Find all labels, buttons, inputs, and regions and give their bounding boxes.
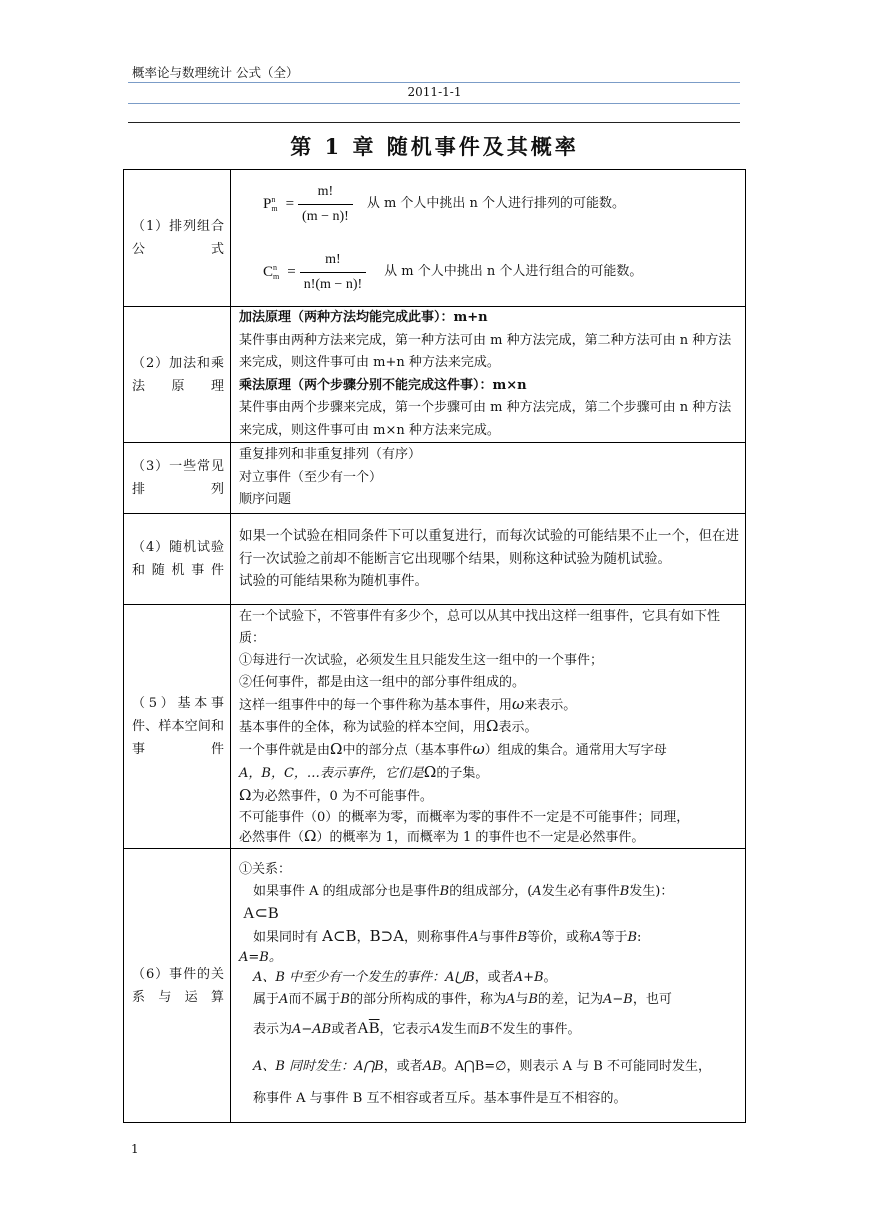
text-fragment: A，B，C，…表示事件，它们是 [239,765,424,781]
text-fragment: ，也可 [632,992,672,1007]
text-fragment: ，则称事件 [404,930,470,945]
random-experiment-definition: 如果一个试验在相同条件下可以重复进行，而每次试验的可能结果不止一个，但在进行一次试验之前却不能断言它出现哪个结果，则称这种试验为随机试验。 [239,528,739,567]
event-b: B [528,992,538,1007]
text-fragment: 发生)： [629,884,674,899]
text-fragment: 发生而 [440,1022,480,1037]
text-line: ①关系： [239,862,292,877]
text-fragment: 与事件 [478,930,518,945]
union-expression: A⋃B [445,970,475,985]
text-fragment: 表示为 [253,1022,293,1037]
text-line: 在一个试验下，不管事件有多少个，总可以从其中找出这样一组事件，它具有如下性质： [239,609,721,647]
omega-symbol: ω [472,740,485,759]
a-bar-b-b: $\overline{B}$ [368,1020,380,1037]
text-line [239,694,739,717]
header-rule-bottom [128,103,740,104]
subset-relation: A⊂B [322,927,357,945]
table-row [124,849,746,1123]
perm-description: 从 m 个人中挑出 n 个人进行排列的可能数。 [366,195,626,211]
row-content [231,514,746,605]
comb-description: 从 m 个人中挑出 n 个人进行组合的可能数。 [384,263,643,279]
text-line: ②任何事件，都是由这一组中的部分事件组成的。 [239,674,526,690]
formula-table [123,169,746,1123]
text-line [239,1011,739,1048]
table-row [124,514,746,605]
difference-expression: A−AB [292,1022,332,1037]
multiplication-principle-title: 乘法原理（两个步骤分别不能完成这件事）：m×n [239,377,527,393]
product-expression: AB [422,1059,442,1074]
text-fragment: 如果事件 A 的组成部分也是事件 [253,884,440,899]
comb-sup: n [273,263,278,272]
text-line [239,903,739,925]
random-event-definition: 试验的可能结果称为随机事件。 [239,573,428,590]
sample-space-symbol: Ω [304,826,317,845]
row-label: （2）加法和乘法原理 [124,307,231,443]
text-fragment: 或者 [331,1022,358,1037]
subset-relation: A⊂B [243,905,279,922]
text-fragment: 不发生的事件。 [489,1022,581,1037]
text-fragment: 等于 [601,930,628,945]
event-b: B [619,884,630,899]
text-fragment: 表示。 [498,720,538,736]
text-line [239,762,739,785]
multiplication-principle-text: 某件事由两个步骤来完成，第一个步骤可由 m 种方法完成，第二个步骤可由 n 种方法来完成，则这件事可由 m×n 种方法来完成。 [239,400,732,438]
event-b: B [479,1022,490,1037]
page-number: 1 [131,1142,139,1156]
list-item: 顺序问题 [239,492,292,508]
text-line [239,739,739,762]
sample-space-symbol: Ω [330,740,343,759]
omega-symbol: ω [512,694,525,713]
text-fragment: 属于 [253,992,280,1007]
perm-equals: = [285,195,295,212]
comb-sub: m [273,272,280,281]
text-fragment: 必然事件（ [239,829,305,845]
superset-relation: B⊃A [369,927,405,945]
difference-expression: A−B [602,992,633,1007]
text-fragment: ，它表示 [379,1022,432,1037]
addition-principle-title: 加法原理（两种方法均能完成此事）：m+n [239,310,488,325]
table-row [124,307,746,443]
sample-space-symbol: Ω [423,762,437,781]
perm-numerator: m! [298,180,353,205]
table-row [124,605,746,849]
text-line [239,827,739,847]
text-line: 不可能事件（0）的概率为零，而概率为零的事件不一定是不可能事件；同理， [239,809,690,825]
comb-fraction [300,248,366,297]
perm-sup: n [271,195,276,204]
text-line [239,785,739,808]
text-fragment: 中的部分点（基本事件 [342,743,473,759]
text-line: 称事件 A 与事件 B 互不相容或者互斥。基本事件是互不相容的。 [253,1091,627,1106]
header-rule-top [128,82,740,83]
chapter-title: 第 1 章 随机事件及其概率 [290,134,579,159]
text-fragment: 为必然事件，0 为不可能事件。 [251,788,433,804]
header-date: 2011-1-1 [407,85,462,99]
text-fragment: 一个事件就是由 [239,743,331,759]
text-fragment: 这样一组事件中的每一个事件称为基本事件，用 [239,697,513,713]
text-line [239,1048,739,1086]
row-content [231,443,746,514]
table-row [124,443,746,514]
text-line [239,967,739,989]
row-label: （4）随机试验和随机事件 [124,514,231,605]
event-b: B [627,930,638,945]
event-a: A [279,992,289,1007]
comb-equals: = [287,263,296,280]
event-a: A [532,884,542,899]
text-fragment: ，或者 [383,1059,423,1074]
text-line [239,989,739,1011]
event-b: B [517,930,528,945]
text-fragment: ）组成的集合。通常用大写字母 [484,743,667,759]
intersection-expression: A⋂B [354,1059,384,1074]
text-fragment: 发生必有事件 [541,884,620,899]
document-header-title: 概率论与数理统计 公式（全） [132,65,299,80]
perm-symbol: P [263,195,272,212]
text-line: A=B。 [239,950,282,965]
row-label: （5）基本事件、样本空间和事件 [124,605,231,849]
text-fragment: 与 [515,992,529,1007]
text-fragment: 。 [441,1059,455,1074]
event-a: A [506,992,516,1007]
text-fragment: A、B 同时发生： [253,1059,355,1074]
comb-symbol: C [263,263,274,280]
event-a: A [431,1022,441,1037]
text-line [239,716,739,739]
text-fragment: ）的概率为 1，而概率为 1 的事件也不一定是必然事件。 [316,829,645,845]
list-item: 对立事件（至少有一个） [239,469,383,485]
comb-numerator: m! [300,248,366,273]
text-line: 如果同时有 A⊂B，B⊃A，则称事件A与事件B等价，或称A等于B: [253,927,642,945]
row-content [231,170,746,307]
text-fragment: 等价，或称 [527,930,593,945]
text-fragment: 的部分所构成的事件，称为 [349,992,506,1007]
sample-space-symbol: Ω [239,785,252,804]
text-fragment: 的组成部分，( [449,884,533,899]
row-content [231,307,746,443]
row-label: （6）事件的关系与运算 [124,849,231,1123]
perm-fraction [298,180,353,229]
event-b: B [340,992,350,1007]
list-item: 重复排列和非重复排列（有序） [239,447,422,463]
row-content [231,849,746,1123]
text-fragment: A⋂B=∅，则表示 A 与 B 不可能同时发生， [454,1059,711,1074]
event-a: A [592,930,602,945]
event-b: B [439,884,450,899]
a-bar-b-expression [357,1020,379,1037]
perm-sub: m [271,204,278,213]
table-row [124,170,746,307]
text-line [239,881,739,903]
text-line: ①每进行一次试验，必须发生且只能发生这一组中的一个事件； [239,653,604,668]
a-bar-b-a: A [357,1020,369,1037]
row-content [231,605,746,849]
combination-formula [239,238,739,306]
text-fragment: ，或者 [474,970,514,985]
text-fragment: A、B 中至少有一个发生的事件： [253,970,446,985]
text-fragment: 。 [543,970,557,985]
permutation-formula [239,170,739,238]
text-fragment: 的差，记为 [537,992,603,1007]
row-label: （3）一些常见排列 [124,443,231,514]
text-fragment: 基本事件的全体，称为试验的样本空间，用 [239,720,487,736]
text-fragment: 的子集。 [436,765,489,781]
text-fragment: 来表示。 [524,697,577,713]
text-fragment: 如果同时有 [253,930,319,945]
text-fragment: 而不属于 [288,992,341,1007]
title-rule [128,122,740,123]
addition-principle-text: 某件事由两种方法来完成，第一种方法可由 m 种方法完成，第二种方法可由 n 种方法来完成，则这件事可由 m+n 种方法来完成。 [239,332,732,370]
comb-denominator: n!(m − n)! [303,276,363,292]
perm-denominator: (m − n)! [302,208,349,224]
sample-space-symbol: Ω [486,717,499,736]
sum-expression: A+B [513,970,544,985]
event-a: A [469,930,479,945]
row-label: （1）排列组合公式 [124,170,231,307]
